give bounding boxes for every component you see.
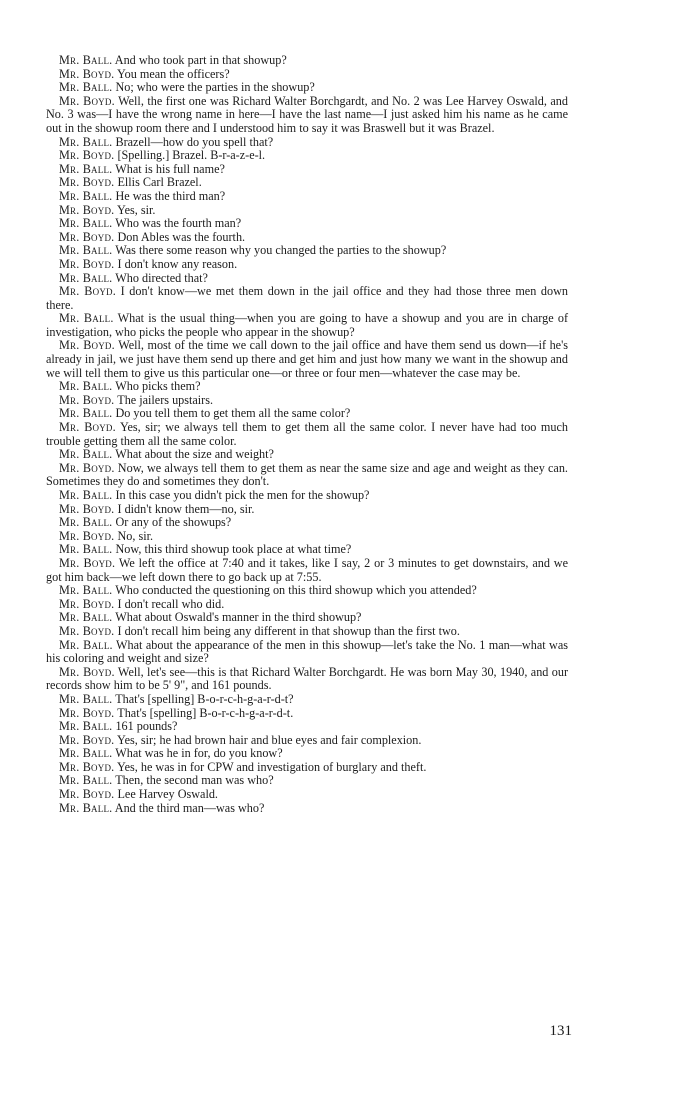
testimony-line <box>46 788 568 802</box>
speaker-name: Mr. Ball. <box>59 610 113 625</box>
speaker-name: Mr. Boyd. <box>59 528 115 543</box>
testimony-text: I don't know—we met them down in the jail office and they had those three men down there. <box>46 284 569 312</box>
testimony-line <box>46 258 568 272</box>
testimony-line <box>46 54 568 68</box>
testimony-text: No; who were the parties in the showup? <box>115 80 315 95</box>
testimony-line <box>46 720 568 734</box>
speaker-name: Mr. Ball. <box>59 447 113 462</box>
testimony-text: I don't recall him being any different in that showup than the first two. <box>117 623 460 638</box>
testimony-text: I don't recall who did. <box>117 596 225 611</box>
testimony-line <box>46 217 568 231</box>
testimony-text: That's [spelling] B-o-r-c-h-g-a-r-d-t. <box>117 705 294 720</box>
testimony-text: Do you tell them to get them all the same color? <box>115 406 351 421</box>
testimony-text: [Spelling.] Brazel. B-r-a-z-e-l. <box>117 148 266 163</box>
speaker-name: Mr. Ball. <box>59 515 113 530</box>
testimony-line <box>46 285 568 312</box>
testimony-line <box>46 639 568 666</box>
testimony-text: No, sir. <box>117 528 154 543</box>
testimony-text: And the third man—was who? <box>114 800 265 815</box>
speaker-name: Mr. Boyd. <box>59 596 115 611</box>
testimony-line <box>46 272 568 286</box>
testimony-text: 161 pounds? <box>115 719 178 734</box>
speaker-name: Mr. Boyd. <box>59 256 115 271</box>
speaker-name: Mr. Boyd. <box>59 338 115 353</box>
speaker-name: Mr. Boyd. <box>59 705 115 720</box>
transcript-page <box>46 54 568 815</box>
testimony-text: Well, most of the time we call down to the jail office and have them send us down—if he's already in jail, we just have them send up there and get him and just how many we want in the showup and we will tell them to give us this particular one—or three or four men—whatever the case may be. <box>46 338 569 380</box>
testimony-text: Who was the fourth man? <box>115 216 242 231</box>
testimony-line <box>46 68 568 82</box>
speaker-name: Mr. Ball. <box>59 311 114 326</box>
testimony-line <box>46 204 568 218</box>
testimony-line <box>46 774 568 788</box>
speaker-name: Mr. Ball. <box>59 637 113 652</box>
speaker-name: Mr. Boyd. <box>59 175 115 190</box>
testimony-line <box>46 176 568 190</box>
testimony-text: What was he in for, do you know? <box>115 746 283 761</box>
testimony-text: What about Oswald's manner in the third showup? <box>115 610 362 625</box>
speaker-name: Mr. Boyd. <box>59 460 115 475</box>
testimony-line <box>46 625 568 639</box>
speaker-name: Mr. Ball. <box>59 188 113 203</box>
speaker-name: Mr. Boyd. <box>59 66 115 81</box>
testimony-line <box>46 557 568 584</box>
testimony-text: Ellis Carl Brazel. <box>117 175 202 190</box>
testimony-text: What about the size and weight? <box>115 447 274 462</box>
speaker-name: Mr. Boyd. <box>59 93 115 108</box>
speaker-name: Mr. Boyd. <box>59 229 115 244</box>
speaker-name: Mr. Ball. <box>59 488 113 502</box>
testimony-text: Who directed that? <box>115 270 208 285</box>
speaker-name: Mr. Boyd. <box>59 202 115 217</box>
speaker-name: Mr. Ball. <box>59 719 113 734</box>
testimony-text: Well, let's see—this is that Richard Walter Borchgardt. He was born May 30, 1940, and our records show him to be 5' 9", and 161 pounds. <box>46 664 569 693</box>
testimony-text: Yes, sir. <box>117 202 156 217</box>
testimony-text: We left the office at 7:40 and it takes, like I say, 2 or 3 minutes to get downstairs, and we got him back—we left down there to go back up at 7:55. <box>46 555 568 584</box>
testimony-line <box>46 95 568 136</box>
testimony-line <box>46 81 568 95</box>
speaker-name: Mr. Boyd. <box>59 392 115 407</box>
testimony-text: Lee Harvey Oswald. <box>117 787 218 802</box>
speaker-name: Mr. Boyd. <box>59 420 116 435</box>
speaker-name: Mr. Ball. <box>59 134 113 149</box>
testimony-text: Yes, sir; we always tell them to get them all the same color. I never have had too much trouble getting them all the same color. <box>46 420 568 448</box>
speaker-name: Mr. Ball. <box>59 691 113 706</box>
testimony-line <box>46 407 568 421</box>
testimony-line <box>46 530 568 544</box>
testimony-line <box>46 489 568 503</box>
speaker-name: Mr. Boyd. <box>59 148 115 163</box>
speaker-name: Mr. Boyd. <box>59 623 115 638</box>
speaker-name: Mr. Boyd. <box>59 555 116 570</box>
testimony-text: Or any of the showups? <box>115 515 232 530</box>
speaker-name: Mr. Boyd. <box>59 732 115 747</box>
speaker-name: Mr. Ball. <box>59 53 113 67</box>
testimony-text: Don Ables was the fourth. <box>117 229 246 244</box>
testimony-text: Then, the second man was who? <box>115 773 274 788</box>
testimony-text: Who conducted the questioning on this third showup which you attended? <box>115 583 477 598</box>
testimony-text: Well, the first one was Richard Walter Borchgardt, and No. 2 was Lee Harvey Oswald, and No. 3 was—I have the wrong name in here—I have the last name—I just asked him his name as he came out in the showup room there and I understood him to say it was Braswell but it was Brazel. <box>46 93 568 135</box>
testimony-text: In this case you didn't pick the men for the showup? <box>115 488 370 502</box>
testimony-line <box>46 462 568 489</box>
page-number: 131 <box>549 1023 572 1039</box>
speaker-name: Mr. Ball. <box>59 80 113 95</box>
testimony-text: Now, this third showup took place at what time? <box>115 542 352 557</box>
testimony-line <box>46 734 568 748</box>
speaker-name: Mr. Boyd. <box>59 759 115 774</box>
testimony-line <box>46 394 568 408</box>
speaker-name: Mr. Boyd. <box>59 284 116 299</box>
testimony-text: I didn't know them—no, sir. <box>117 501 255 516</box>
testimony-text: And who took part in that showup? <box>114 53 287 67</box>
testimony-text: Yes, he was in for CPW and investigation of burglary and theft. <box>117 759 427 774</box>
speaker-name: Mr. Boyd. <box>59 664 115 679</box>
testimony-line <box>46 136 568 150</box>
testimony-line <box>46 598 568 612</box>
speaker-name: Mr. Ball. <box>59 773 113 788</box>
testimony-line <box>46 516 568 530</box>
speaker-name: Mr. Ball. <box>59 243 113 258</box>
speaker-name: Mr. Ball. <box>59 216 113 231</box>
testimony-line <box>46 339 568 380</box>
testimony-text: What is the usual thing—when you are going to have a showup and you are in charge of investigation, who picks the people who appear in the showup? <box>46 311 569 339</box>
testimony-line <box>46 448 568 462</box>
testimony-text: Now, we always tell them to get them as near the same size and age and weight as they can. Sometimes they do and sometimes they don't. <box>46 460 568 489</box>
speaker-name: Mr. Ball. <box>59 746 113 761</box>
testimony-text: What about the appearance of the men in this showup—let's take the No. 1 man—what was his coloring and weight and size? <box>46 637 569 666</box>
testimony-line <box>46 503 568 517</box>
testimony-transcript <box>46 54 568 815</box>
testimony-line <box>46 244 568 258</box>
testimony-line <box>46 747 568 761</box>
speaker-name: Mr. Ball. <box>59 800 113 815</box>
testimony-text: What is his full name? <box>115 161 225 176</box>
testimony-line <box>46 584 568 598</box>
speaker-name: Mr. Boyd. <box>59 501 115 516</box>
speaker-name: Mr. Ball. <box>59 270 113 285</box>
testimony-line <box>46 421 568 448</box>
testimony-line <box>46 666 568 693</box>
testimony-line <box>46 761 568 775</box>
speaker-name: Mr. Boyd. <box>59 787 115 802</box>
testimony-line <box>46 543 568 557</box>
testimony-line <box>46 231 568 245</box>
testimony-line <box>46 707 568 721</box>
speaker-name: Mr. Ball. <box>59 583 113 598</box>
testimony-line <box>46 611 568 625</box>
testimony-text: He was the third man? <box>115 188 226 203</box>
speaker-name: Mr. Ball. <box>59 161 113 176</box>
speaker-name: Mr. Ball. <box>59 379 113 394</box>
speaker-name: Mr. Ball. <box>59 542 113 557</box>
testimony-line <box>46 312 568 339</box>
testimony-line <box>46 190 568 204</box>
testimony-text: Brazell—how do you spell that? <box>115 134 274 149</box>
testimony-text: Yes, sir; he had brown hair and blue eyes and fair complexion. <box>117 732 422 747</box>
testimony-text: I don't know any reason. <box>117 256 238 271</box>
testimony-line <box>46 380 568 394</box>
testimony-text: Who picks them? <box>115 379 201 394</box>
speaker-name: Mr. Ball. <box>59 406 113 421</box>
testimony-line <box>46 802 568 816</box>
testimony-text: The jailers upstairs. <box>117 392 214 407</box>
testimony-text: Was there some reason why you changed the parties to the showup? <box>115 243 447 258</box>
testimony-text: That's [spelling] B-o-r-c-h-g-a-r-d-t? <box>115 691 294 706</box>
testimony-text: You mean the officers? <box>117 66 230 81</box>
testimony-line <box>46 693 568 707</box>
testimony-line <box>46 163 568 177</box>
testimony-line <box>46 149 568 163</box>
